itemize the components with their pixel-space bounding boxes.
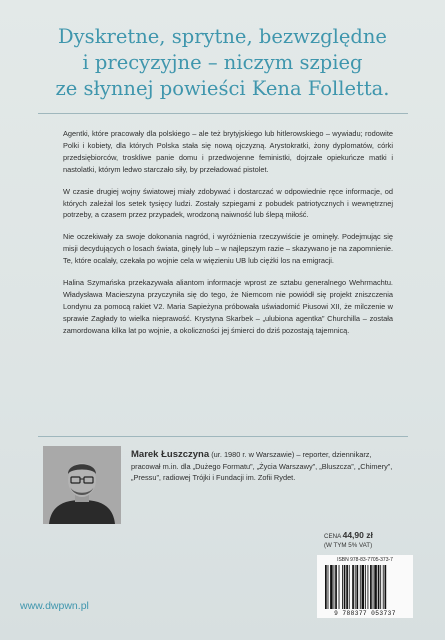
divider-bottom — [38, 436, 408, 437]
author-bio-text: (ur. 1980 r. w Warszawie) – reporter, dziennikarz, pracował m.in. dla „Dużego Formatu”, „Życia Warszawy”, „Bluszcza”, „Chimery”, „Pressu”, radiowej Trójki i Fundacji im. Zofii Rydet. — [131, 450, 393, 483]
divider-top — [38, 113, 408, 114]
author-name: Marek Łuszczyna — [131, 449, 210, 460]
price-block — [324, 531, 414, 550]
headline-line-3: ze słynnej powieści Kena Folletta. — [55, 77, 390, 100]
blurb-paragraph-2: W czasie drugiej wojny światowej miały zdobywać i dostarczać w odpowiednie ręce informacje, od których zależał los setek tysięcy ludzi. Zostały szpiegami z pobudek patriotycznych i wewnętrznej potrzeby, a czasem przez przypadek, wrodzoną naiwność lub ślepą miłość. — [63, 186, 393, 220]
isbn-digits: 9 788377 053737 — [334, 610, 396, 617]
price-vat: (W TYM 5% VAT) — [324, 542, 373, 549]
blurb-paragraph-3: Nie oczekiwały za swoje dokonania nagród, i wyróżnienia rzeczywiście je ominęły. Podejmując się misji decydujących o losach świata, ginęły lub – w najlepszym razie – skazywano je na zapomnienie. Te, które ocalały, czekała po wojnie cela w więzieniu UB lub ciężki los na emigracji. — [63, 232, 393, 266]
headline — [10, 24, 435, 102]
price-label: CENA — [324, 533, 341, 540]
blurb-paragraph-4: Halina Szymańska przekazywała aliantom informacje wprost ze sztabu generalnego Wehrmachtu. Władysława Macieszyna przyczyniła się do tego, że Niemcom nie powiódł się projekt zniszczenia Londynu za pomocą rakiet V2. Maria Sapieżyna próbowała uświadomić Piusowi XII, że milczenie w sprawie Zagłady to wielka nieprawość. Krystyna Skarbek – „ulubiona agentka” Churchilla – została zamordowana kilka lat po wojnie, a okoliczności jej śmierci do dziś pozostają tajemnicą. — [63, 278, 393, 335]
headline-line-1: Dyskretne, sprytne, bezwzględne — [58, 25, 387, 48]
price-value: 44,90 zł — [342, 530, 373, 540]
author-bio — [131, 449, 401, 484]
blurb-paragraph-1: Agentki, które pracowały dla polskiego – ale też brytyjskiego lub hitlerowskiego – wywiadu; rodowite Polki i kobiety, dla których Polska stała się nową ojczyzną. Arystokratki, żony dyplomatów, córki przedsiębiorców, troskliwe panie domu i przedwojenne feministki, dojrzałe opiekuńcze matki i nastolatki, którym ledwo starczało siły, by przeładować pistolet. — [63, 129, 393, 174]
headline-line-2: i precyzyjne – niczym szpieg — [82, 51, 363, 74]
author-photo — [43, 446, 121, 524]
author-portrait-illustration — [43, 446, 121, 524]
isbn-barcode-box — [317, 555, 413, 618]
barcode-icon — [317, 555, 413, 618]
isbn-label: ISBN 978-83-7705-373-7 — [337, 557, 393, 563]
blurb-text — [63, 128, 393, 347]
publisher-website: www.dwpwn.pl — [20, 600, 89, 612]
